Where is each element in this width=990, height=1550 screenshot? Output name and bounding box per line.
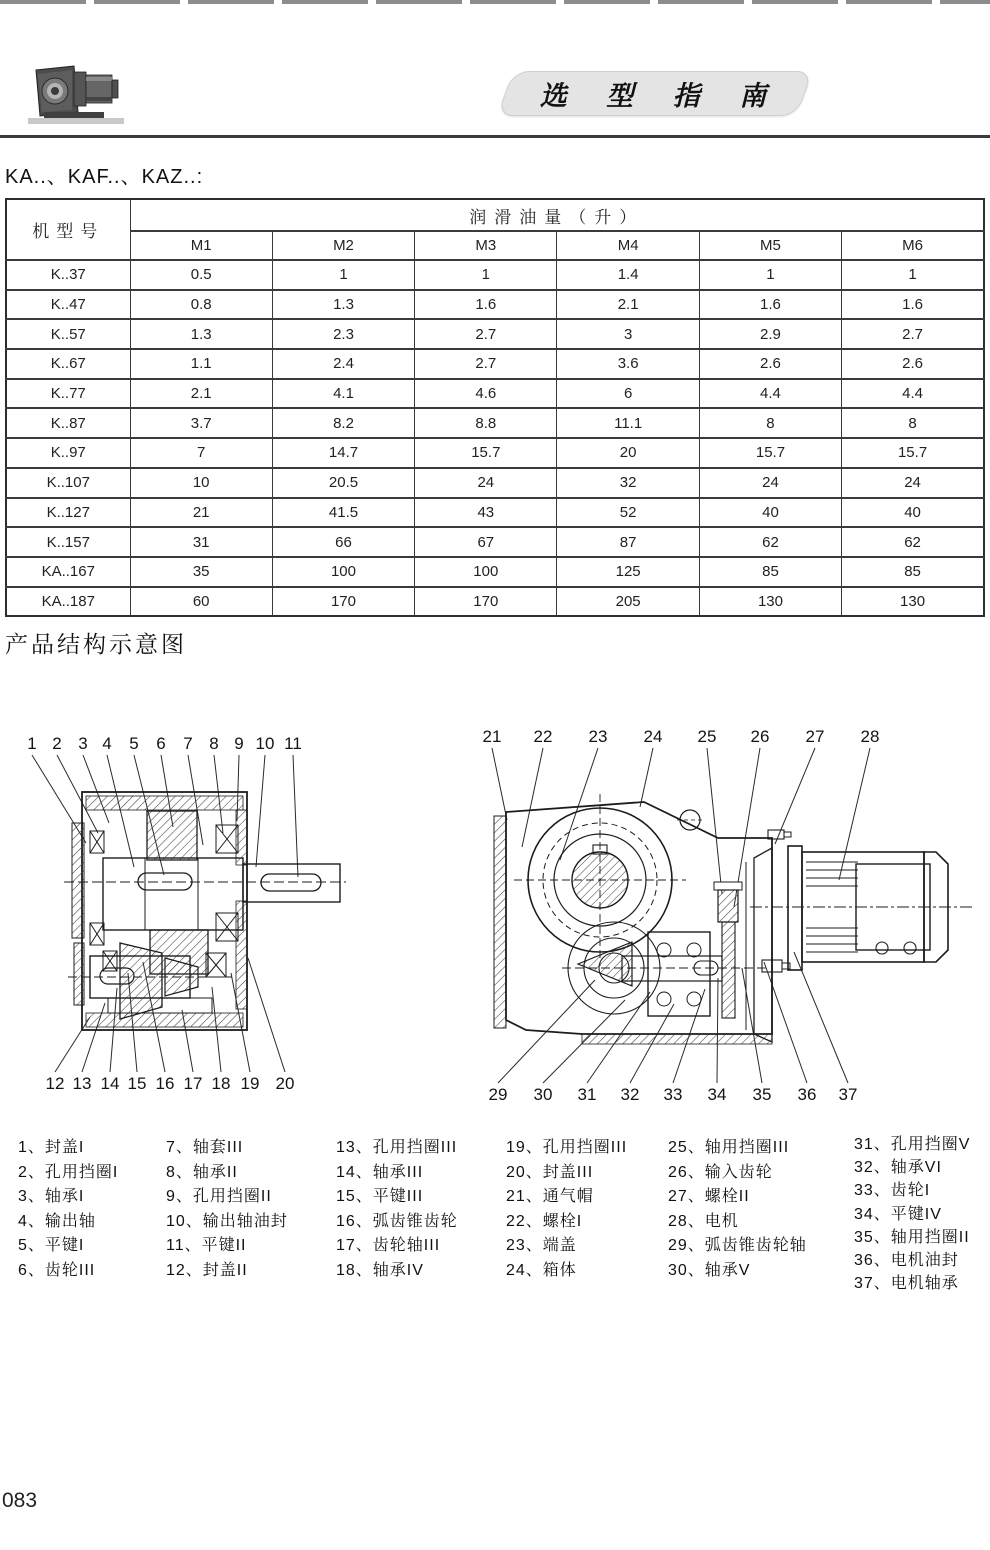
oil-value-cell: 14.7 — [272, 438, 414, 468]
table-row — [6, 349, 984, 379]
legend-item: 14、轴承III — [336, 1163, 424, 1181]
legend-item: 24、箱体 — [506, 1261, 577, 1279]
left-diagram-bottom-callouts — [46, 1074, 295, 1093]
oil-value-cell: 8.8 — [415, 408, 557, 438]
legend-item: 35、轴用挡圈II — [854, 1228, 970, 1246]
model-cell: KA..187 — [6, 587, 130, 617]
callout-11: 11 — [284, 734, 302, 753]
oil-value-cell: 100 — [272, 557, 414, 587]
model-cell: K..47 — [6, 290, 130, 320]
legend-item: 16、弧齿锥齿轮 — [336, 1212, 458, 1230]
model-cell: KA..167 — [6, 557, 130, 587]
table-row — [6, 468, 984, 498]
legend-item: 9、孔用挡圈II — [166, 1188, 272, 1206]
oil-value-cell: 2.6 — [699, 349, 841, 379]
col-header-m3: M3 — [415, 231, 557, 260]
callout-14: 14 — [100, 1074, 120, 1093]
callout-23: 23 — [588, 727, 608, 746]
callout-37: 37 — [838, 1085, 858, 1104]
model-cell: K..57 — [6, 319, 130, 349]
callout-5: 5 — [129, 734, 139, 753]
model-cell: K..157 — [6, 527, 130, 557]
callout-28: 28 — [860, 727, 880, 746]
oil-value-cell: 11.1 — [557, 408, 699, 438]
right-diagram-bottom-callouts — [489, 1085, 858, 1104]
oil-value-cell: 2.4 — [272, 349, 414, 379]
legend-item: 5、平键I — [18, 1237, 85, 1255]
legend-item: 17、齿轮轴III — [336, 1237, 441, 1255]
callout-27: 27 — [805, 727, 825, 746]
legend-item: 29、弧齿锥齿轮轴 — [668, 1237, 807, 1255]
callout-36: 36 — [797, 1085, 817, 1104]
oil-value-cell: 43 — [415, 498, 557, 528]
oil-value-cell: 2.7 — [415, 319, 557, 349]
callout-35: 35 — [752, 1085, 772, 1104]
page-number: 083 — [2, 1489, 38, 1512]
col-header-m5: M5 — [699, 231, 841, 260]
legend-item: 37、电机轴承 — [854, 1275, 959, 1293]
legend-item: 21、通气帽 — [506, 1188, 594, 1206]
oil-value-cell: 3.6 — [557, 349, 699, 379]
legend-item: 31、孔用挡圈V — [854, 1136, 971, 1153]
legend-item: 23、端盖 — [506, 1237, 577, 1255]
oil-value-cell: 24 — [415, 468, 557, 498]
legend-item: 26、输入齿轮 — [668, 1163, 773, 1181]
oil-value-cell: 170 — [272, 587, 414, 617]
legend-column-6 — [854, 1133, 970, 1295]
oil-value-cell: 1.1 — [130, 349, 272, 379]
oil-value-cell: 2.1 — [557, 290, 699, 320]
callout-34: 34 — [707, 1085, 727, 1104]
table-row — [6, 587, 984, 617]
right-diagram-top-callouts — [483, 727, 880, 746]
model-cell: K..127 — [6, 498, 130, 528]
callout-9: 9 — [234, 734, 244, 753]
table-row — [6, 557, 984, 587]
callout-31: 31 — [577, 1085, 597, 1104]
oil-value-cell: 40 — [842, 498, 984, 528]
table-row — [6, 408, 984, 438]
col-header-oil-amount: 润滑油量（升） — [130, 199, 984, 231]
series-label: KA..、KAF..、KAZ..: — [5, 166, 204, 188]
legend-item: 12、封盖II — [166, 1261, 248, 1279]
oil-value-cell: 1.6 — [699, 290, 841, 320]
model-cell: K..67 — [6, 349, 130, 379]
header-rule — [0, 135, 990, 138]
oil-value-cell: 0.5 — [130, 260, 272, 290]
oil-value-cell: 15.7 — [415, 438, 557, 468]
oil-value-cell: 205 — [557, 587, 699, 617]
oil-value-cell: 4.4 — [842, 379, 984, 409]
callout-2: 2 — [52, 734, 62, 753]
m-header-row — [6, 231, 984, 260]
oil-value-cell: 32 — [557, 468, 699, 498]
oil-value-cell: 1 — [415, 260, 557, 290]
oil-value-cell: 8 — [842, 408, 984, 438]
table-row — [6, 438, 984, 468]
legend-item: 19、孔用挡圈III — [506, 1139, 628, 1156]
oil-value-cell: 10 — [130, 468, 272, 498]
callout-18: 18 — [211, 1074, 231, 1093]
oil-value-cell: 1.4 — [557, 260, 699, 290]
callout-33: 33 — [663, 1085, 683, 1104]
callout-26: 26 — [750, 727, 770, 746]
callout-3: 3 — [78, 734, 88, 753]
oil-value-cell: 125 — [557, 557, 699, 587]
oil-value-cell: 170 — [415, 587, 557, 617]
callout-15: 15 — [127, 1074, 147, 1093]
oil-value-cell: 35 — [130, 557, 272, 587]
legend-item: 18、轴承IV — [336, 1261, 424, 1279]
oil-value-cell: 130 — [842, 587, 984, 617]
oil-value-cell: 52 — [557, 498, 699, 528]
legend-item: 33、齿轮I — [854, 1182, 931, 1200]
oil-value-cell: 24 — [699, 468, 841, 498]
model-cell: K..37 — [6, 260, 130, 290]
callout-30: 30 — [533, 1085, 553, 1104]
oil-value-cell: 67 — [415, 527, 557, 557]
callout-16: 16 — [155, 1074, 175, 1093]
legend-item: 20、封盖III — [506, 1163, 594, 1181]
oil-value-cell: 6 — [557, 379, 699, 409]
legend-item: 7、轴套III — [166, 1139, 244, 1156]
legend-column-1 — [18, 1136, 118, 1284]
model-cell: K..77 — [6, 379, 130, 409]
oil-value-cell: 66 — [272, 527, 414, 557]
structure-diagram-right — [462, 712, 987, 1112]
oil-value-cell: 3.7 — [130, 408, 272, 438]
callout-17: 17 — [183, 1074, 203, 1093]
oil-value-cell: 60 — [130, 587, 272, 617]
legend-item: 11、平键II — [166, 1237, 247, 1255]
legend-item: 1、封盖I — [18, 1139, 85, 1156]
legend-item: 3、轴承I — [18, 1188, 85, 1206]
callout-22: 22 — [533, 727, 553, 746]
oil-value-cell: 31 — [130, 527, 272, 557]
table-row — [6, 379, 984, 409]
legend-item: 13、孔用挡圈III — [336, 1139, 458, 1156]
oil-value-cell: 2.7 — [842, 319, 984, 349]
left-diagram-top-callouts — [27, 734, 302, 753]
legend-item: 22、螺栓I — [506, 1212, 583, 1230]
legend-item: 36、电机油封 — [854, 1252, 959, 1270]
product-photo — [28, 60, 128, 126]
oil-value-cell: 15.7 — [699, 438, 841, 468]
table-row — [6, 527, 984, 557]
oil-value-cell: 130 — [699, 587, 841, 617]
callout-20: 20 — [275, 1074, 295, 1093]
callout-29: 29 — [488, 1085, 508, 1104]
selection-guide-badge — [497, 71, 813, 116]
table-row — [6, 290, 984, 320]
oil-value-cell: 1 — [272, 260, 414, 290]
oil-value-cell: 1.6 — [842, 290, 984, 320]
col-header-m4: M4 — [557, 231, 699, 260]
callout-13: 13 — [72, 1074, 92, 1093]
oil-value-cell: 15.7 — [842, 438, 984, 468]
legend-item: 34、平键IV — [854, 1205, 942, 1223]
callout-19: 19 — [240, 1074, 260, 1093]
oil-value-cell: 1.3 — [130, 319, 272, 349]
legend-item: 2、孔用挡圈I — [18, 1163, 119, 1181]
oil-value-cell: 4.4 — [699, 379, 841, 409]
section-title: 产品结构示意图 — [5, 631, 187, 657]
callout-1: 1 — [27, 734, 37, 753]
col-header-m1: M1 — [130, 231, 272, 260]
oil-value-cell: 4.6 — [415, 379, 557, 409]
oil-value-cell: 87 — [557, 527, 699, 557]
legend-item: 32、轴承VI — [854, 1159, 942, 1177]
legend-item: 15、平键III — [336, 1188, 424, 1206]
oil-value-cell: 20 — [557, 438, 699, 468]
callout-10: 10 — [255, 734, 275, 753]
callout-7: 7 — [183, 734, 193, 753]
oil-value-cell: 1.3 — [272, 290, 414, 320]
legend-item: 28、电机 — [668, 1212, 739, 1230]
oil-value-cell: 2.3 — [272, 319, 414, 349]
oil-value-cell: 100 — [415, 557, 557, 587]
structure-diagram-left — [10, 715, 350, 1110]
oil-value-cell: 2.1 — [130, 379, 272, 409]
gearmotor-image — [28, 60, 128, 126]
oil-table — [5, 198, 985, 617]
callout-25: 25 — [697, 727, 717, 746]
model-cell: K..87 — [6, 408, 130, 438]
callout-24: 24 — [643, 727, 663, 746]
oil-value-cell: 40 — [699, 498, 841, 528]
legend-item: 27、螺栓II — [668, 1188, 750, 1206]
callout-21: 21 — [482, 727, 502, 746]
col-header-m6: M6 — [842, 231, 984, 260]
oil-value-cell: 1 — [699, 260, 841, 290]
model-cell: K..107 — [6, 468, 130, 498]
oil-value-cell: 21 — [130, 498, 272, 528]
oil-value-cell: 1.6 — [415, 290, 557, 320]
legend-column-5 — [668, 1136, 807, 1284]
callout-12: 12 — [45, 1074, 65, 1093]
oil-value-cell: 1 — [842, 260, 984, 290]
legend-item: 6、齿轮III — [18, 1261, 96, 1279]
model-cell: K..97 — [6, 438, 130, 468]
oil-value-cell: 41.5 — [272, 498, 414, 528]
table-row — [6, 498, 984, 528]
legend-item: 30、轴承V — [668, 1261, 751, 1279]
oil-value-cell: 7 — [130, 438, 272, 468]
callout-6: 6 — [156, 734, 166, 753]
top-decoration-bar — [0, 0, 990, 4]
oil-table-body — [6, 260, 984, 616]
oil-value-cell: 20.5 — [272, 468, 414, 498]
oil-value-cell: 3 — [557, 319, 699, 349]
table-row — [6, 319, 984, 349]
col-header-model: 机型号 — [6, 199, 130, 260]
legend-column-2 — [166, 1136, 288, 1284]
oil-value-cell: 8.2 — [272, 408, 414, 438]
oil-value-cell: 0.8 — [130, 290, 272, 320]
oil-value-cell: 85 — [699, 557, 841, 587]
oil-value-cell: 2.6 — [842, 349, 984, 379]
legend-column-3 — [336, 1136, 458, 1284]
oil-value-cell: 2.7 — [415, 349, 557, 379]
badge-title: 选 型 指 南 — [539, 81, 783, 111]
legend-item: 25、轴用挡圈III — [668, 1139, 790, 1156]
table-row — [6, 260, 984, 290]
legend-item: 10、输出轴油封 — [166, 1212, 288, 1230]
callout-4: 4 — [102, 734, 112, 753]
oil-value-cell: 85 — [842, 557, 984, 587]
callout-32: 32 — [620, 1085, 640, 1104]
oil-value-cell: 62 — [842, 527, 984, 557]
oil-value-cell: 4.1 — [272, 379, 414, 409]
callout-8: 8 — [209, 734, 219, 753]
oil-value-cell: 24 — [842, 468, 984, 498]
legend-item: 4、输出轴 — [18, 1212, 96, 1230]
oil-value-cell: 2.9 — [699, 319, 841, 349]
legend-item: 8、轴承II — [166, 1163, 238, 1181]
legend-column-4 — [506, 1136, 627, 1284]
oil-value-cell: 62 — [699, 527, 841, 557]
col-header-m2: M2 — [272, 231, 414, 260]
oil-value-cell: 8 — [699, 408, 841, 438]
